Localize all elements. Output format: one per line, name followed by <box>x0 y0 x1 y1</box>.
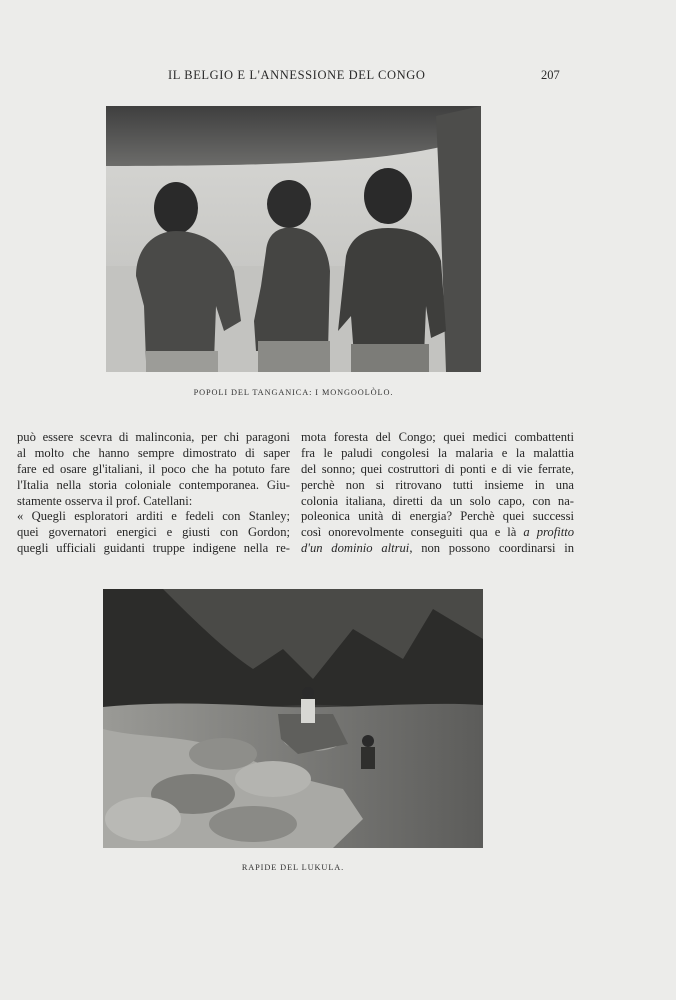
figure-caption-bottom: RAPIDE DEL LUKULA. <box>241 863 345 872</box>
photo-lukula-rapids <box>103 589 483 848</box>
photo-tanganica-image <box>106 106 481 372</box>
text-line: mota foresta del Congo; quei medici combattenti <box>301 430 574 444</box>
text-line: del sonno; quei costruttori di ponti e di vie ferrate, <box>301 461 574 476</box>
text-italic-segment: d'un dominio altrui <box>301 541 410 556</box>
text-line: può essere scevra di malinconia, per chi paragoni <box>17 430 290 444</box>
text-line: « Quegli esploratori arditi e fedeli con Stanley; <box>17 509 290 524</box>
text-line: perchè non si ritrovano tutti insieme in una <box>301 477 574 492</box>
text-line: al molto che hanno sempre dimostrato di saper <box>17 445 290 460</box>
text-line-mixed <box>301 541 574 557</box>
text-line: poleonica unità di energia? Perchè quei successi <box>301 509 574 524</box>
photo-lukula-image <box>103 589 483 848</box>
text-line: fare ed osare gl'italiani, il poco che ha potuto fare <box>17 461 290 476</box>
text-italic-segment: a profitto <box>523 525 574 540</box>
text-line-mixed <box>301 525 574 541</box>
text-line: stamente osserva il prof. Catellani: <box>17 493 193 508</box>
text-segment: così onorevolmente conseguiti qua e là <box>301 525 524 540</box>
running-title: IL BELGIO E L'ANNESSIONE DEL CONGO <box>168 68 426 82</box>
text-line: l'Italia nella storia coloniale contemporanea. Giu- <box>17 477 290 492</box>
text-column-right <box>301 430 574 557</box>
page-number: 207 <box>541 68 560 82</box>
figure-caption-top: POPOLI DEL TANGANICA: I MONGOOLÒLO. <box>193 388 394 397</box>
text-line: quei governatori energici e giusti con Gordon; <box>17 525 290 540</box>
photo-tanganica-people <box>106 106 481 372</box>
text-line: quegli ufficiali guidanti truppe indigene nella re- <box>17 541 290 556</box>
text-line: fra le paludi congolesi la malaria e la malattia <box>301 445 574 460</box>
text-column-left <box>17 430 290 557</box>
text-segment: , non possono coordinarsi in <box>409 541 574 556</box>
text-line: colonia italiana, diretti da un solo capo, con na- <box>301 493 574 508</box>
